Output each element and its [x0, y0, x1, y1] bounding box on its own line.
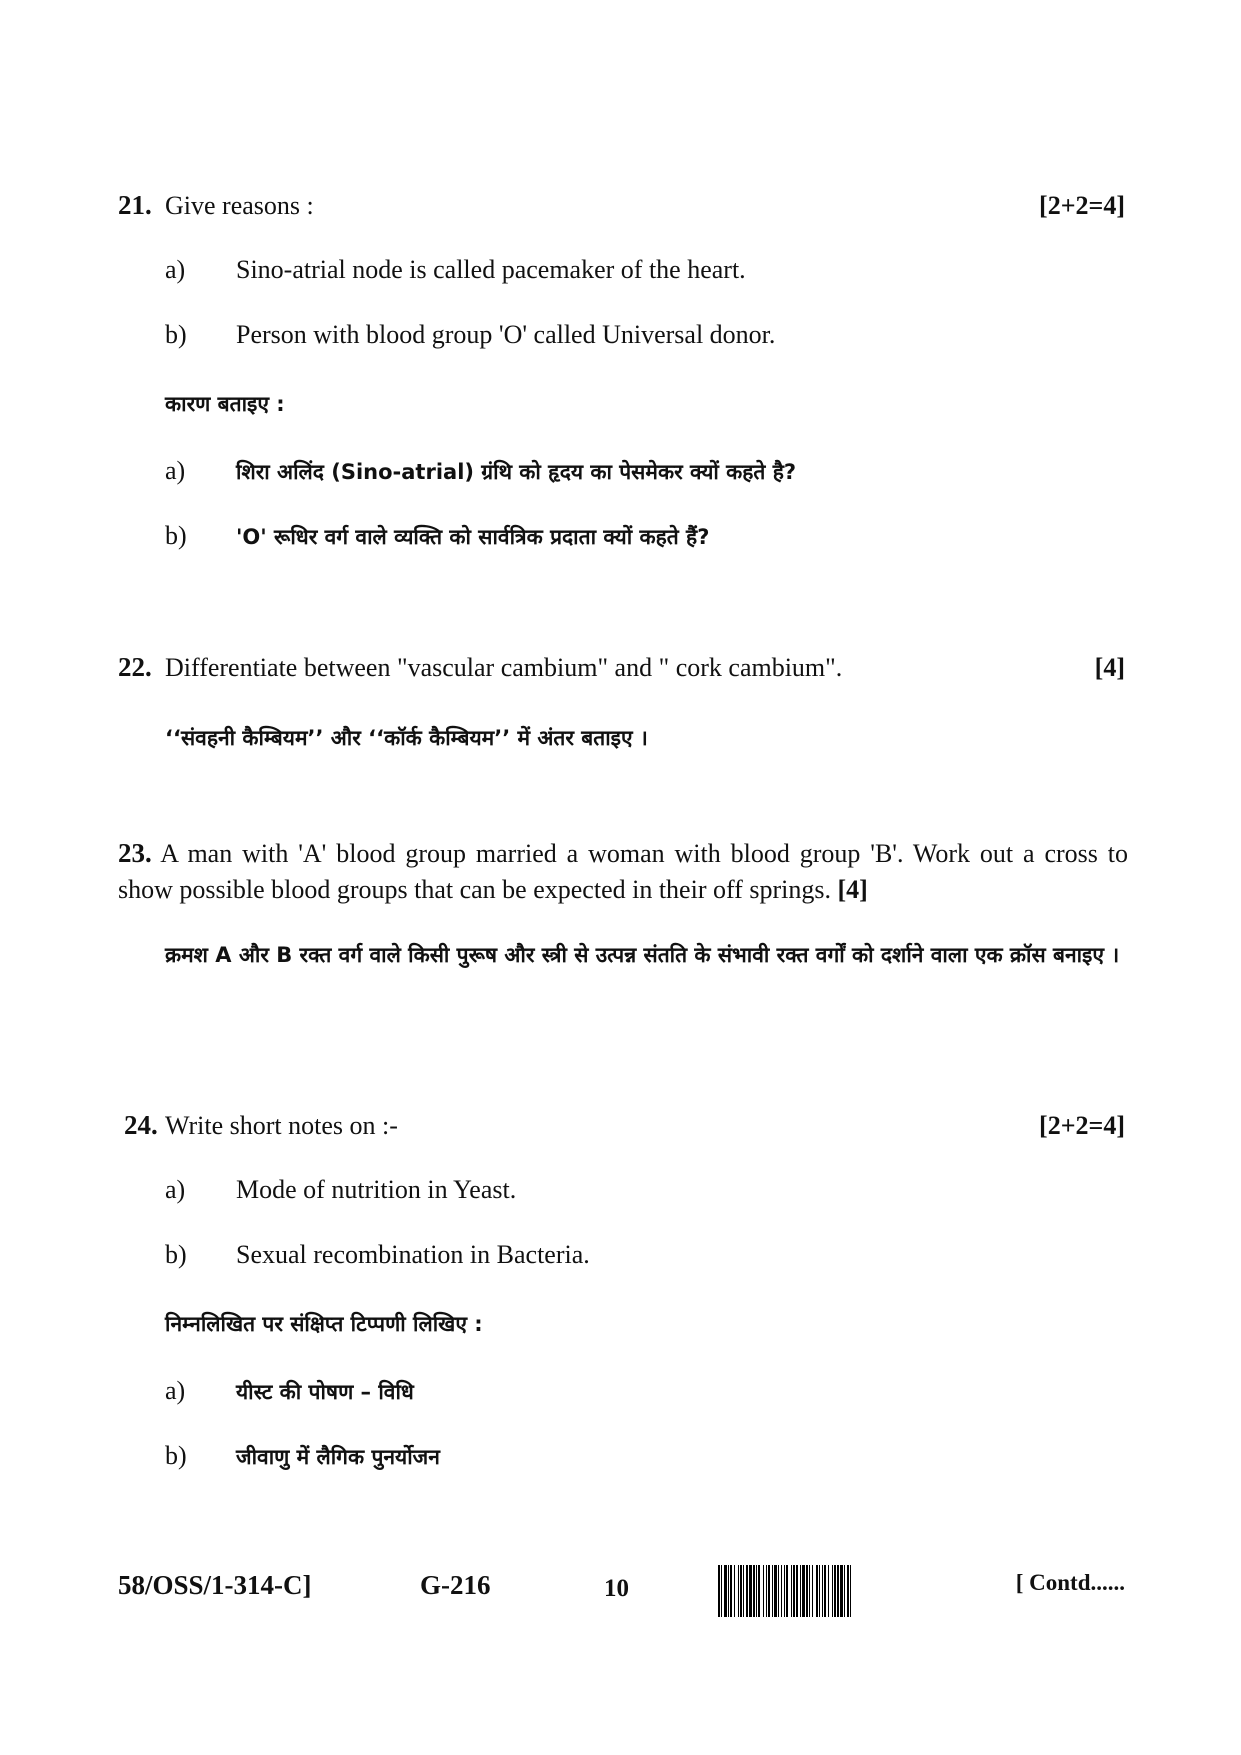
question-number: 23.: [118, 838, 152, 868]
question-23: [118, 835, 1128, 908]
hindi-heading: निम्नलिखित पर संक्षिप्त टिप्पणी लिखिए :: [165, 1312, 483, 1336]
option-text: Sexual recombination in Bacteria.: [236, 1240, 590, 1269]
hindi-question-text: क्रमश A और B रक्त वर्ग वाले किसी पुरूष और स्त्री से उत्पन्न संतति के संभावी रक्त वर्गों को दर्शाने वाला एक क्रॉस बनाइए ।: [165, 943, 1120, 967]
barcode-stripe: [851, 1565, 853, 1617]
option-text: Mode of nutrition in Yeast.: [236, 1175, 517, 1204]
option-label: b): [165, 1441, 187, 1470]
question-text: Give reasons :: [165, 191, 314, 220]
hindi-heading: कारण बताइए :: [165, 392, 285, 416]
hindi-option-text: जीवाणु में लैगिक पुनर्योजन: [236, 1445, 440, 1469]
option-text: Sino-atrial node is called pacemaker of the heart.: [236, 255, 746, 284]
hindi-option-text: 'O' रूधिर वर्ग वाले व्यक्ति को सार्वत्रिक प्रदाता क्यों कहते हैं?: [236, 525, 710, 549]
hindi-option-text: शिरा अलिंद (Sino-atrial) ग्रंथि को हृदय का पेसमेकर क्यों कहते है?: [236, 460, 797, 484]
option-text: Person with blood group 'O' called Universal donor.: [236, 320, 776, 349]
question-marks: [2+2=4]: [1039, 1111, 1125, 1140]
hindi-question-text: ‘‘संवहनी कैम्बियम’’ और ‘‘कॉर्क कैम्बियम’’ में अंतर बताइए ।: [165, 726, 648, 750]
option-label: b): [165, 320, 187, 349]
option-label: a): [165, 456, 186, 485]
question-text: Differentiate between "vascular cambium" and " cork cambium".: [165, 653, 843, 682]
barcode: [718, 1565, 988, 1617]
question-number: 24.: [124, 1110, 158, 1140]
hindi-option-text: यीस्ट की पोषण – विधि: [236, 1380, 414, 1404]
option-label: a): [165, 1376, 186, 1405]
option-label: b): [165, 1240, 187, 1269]
continued-label: [ Contd......: [1015, 1570, 1125, 1595]
option-label: a): [165, 1175, 186, 1204]
question-text: Write short notes on :-: [165, 1111, 398, 1140]
series-code: G-216: [420, 1570, 491, 1600]
question-marks: [4]: [837, 875, 868, 904]
question-text: A man with 'A' blood group married a woman with blood group 'B'. Work out a cross to show possible blood groups that can be expected in their off springs.: [118, 839, 1128, 904]
question-marks: [2+2=4]: [1039, 191, 1125, 220]
question-marks: [4]: [1094, 653, 1125, 682]
paper-code: 58/OSS/1-314-C]: [118, 1570, 312, 1600]
option-label: a): [165, 255, 186, 284]
option-label: b): [165, 521, 187, 550]
page-number: 10: [604, 1575, 629, 1602]
question-number: 21.: [118, 190, 152, 220]
question-number: 22.: [118, 652, 152, 682]
